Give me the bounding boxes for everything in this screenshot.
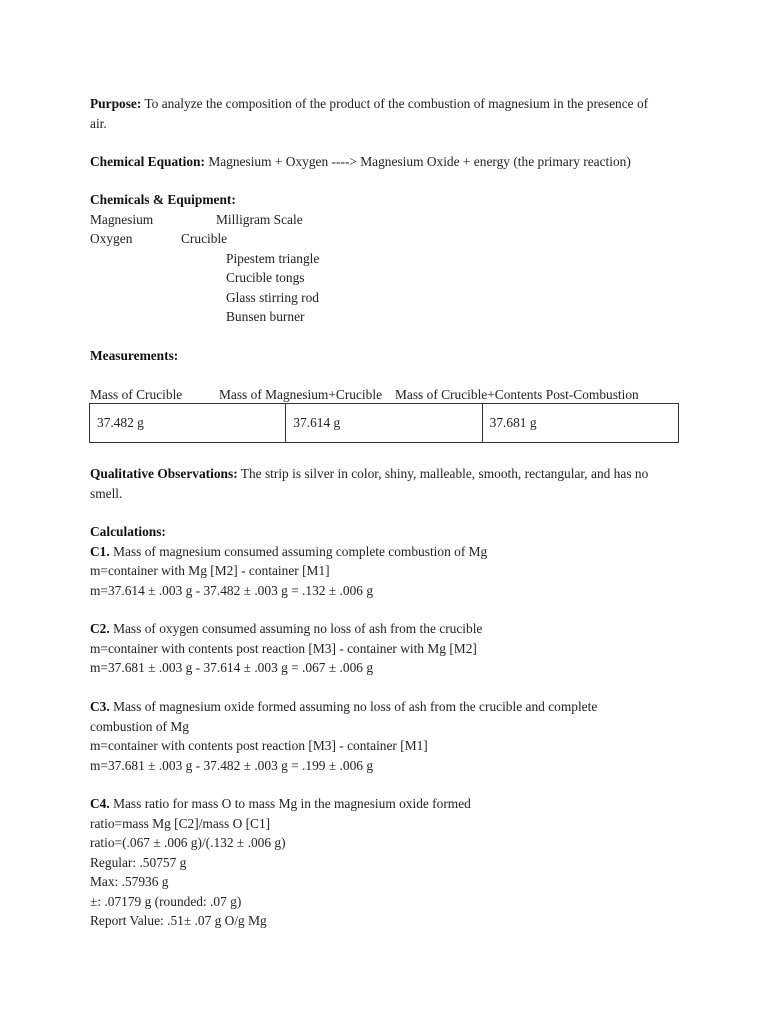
- equipment-item: Crucible: [181, 231, 228, 246]
- observations-text-cont: smell.: [90, 485, 123, 501]
- c3-title: Mass of magnesium oxide formed assuming no loss of ash from the crucible and complete: [113, 699, 598, 714]
- c2-line: m=37.681 ± .003 g - 37.614 ± .003 g = .067 ± .006 g: [90, 660, 374, 675]
- c4-line: Report Value: .51± .07 g O/g Mg: [90, 913, 267, 928]
- c4-line: ratio=mass Mg [C2]/mass O [C1]: [90, 815, 271, 831]
- table-cell: 37.681 g: [482, 404, 678, 443]
- equation-label: Chemical Equation:: [90, 154, 205, 169]
- observations-section: [90, 464, 680, 503]
- c1-title: Mass of magnesium consumed assuming complete combustion of Mg: [113, 543, 488, 559]
- measurements-table: [89, 403, 679, 443]
- equipment-item: Pipestem triangle: [226, 251, 320, 266]
- table-cell: 37.482 g: [90, 404, 286, 443]
- c3-section: [90, 697, 680, 775]
- calculations-label: Calculations:: [90, 524, 166, 539]
- observations-text: The strip is silver in color, shiny, malleable, smooth, rectangular, and has no: [240, 466, 649, 481]
- c1-line: m=container with Mg [M2] - container [M1]: [90, 563, 330, 578]
- c2-line: m=container with contents post reaction [M3] - container with Mg [M2]: [90, 640, 477, 656]
- calculations-section: [90, 522, 680, 600]
- c2-title: Mass of oxygen consumed assuming no loss of ash from the crucible: [113, 621, 483, 636]
- purpose-text: To analyze the composition of the product of the combustion of magnesium in the presence of: [144, 96, 649, 111]
- c3-line: m=37.681 ± .003 g - 37.482 ± .003 g = .199 ± .006 g: [90, 757, 374, 773]
- purpose-text-cont: air.: [90, 115, 107, 131]
- purpose-label: Purpose:: [90, 96, 142, 111]
- chemical-item: Oxygen: [90, 231, 133, 246]
- c4-title: Mass ratio for mass O to mass Mg in the magnesium oxide formed: [113, 796, 471, 811]
- equation-text: Magnesium + Oxygen ----> Magnesium Oxide + energy (the primary reaction): [208, 154, 631, 169]
- measurement-header: Mass of Magnesium+Crucible: [219, 387, 383, 402]
- c4-label: C4.: [90, 796, 110, 811]
- equipment-item: Milligram Scale: [216, 212, 303, 227]
- c4-line: Regular: .50757 g: [90, 854, 187, 870]
- c2-section: [90, 619, 680, 678]
- measurement-header: Mass of Crucible: [90, 387, 183, 402]
- c3-line: m=container with contents post reaction [M3] - container [M1]: [90, 738, 428, 753]
- c3-label: C3.: [90, 699, 110, 714]
- equation-section: [90, 152, 680, 172]
- c4-line: ±: .07179 g (rounded: .07 g): [90, 893, 242, 909]
- equipment-item: Glass stirring rod: [226, 290, 319, 305]
- c4-section: [90, 794, 680, 931]
- c2-label: C2.: [90, 621, 110, 636]
- c1-line: m=37.614 ± .003 g - 37.482 ± .003 g = .132 ± .006 g: [90, 582, 374, 598]
- table-row: [90, 404, 679, 443]
- c1-label: C1.: [90, 543, 110, 559]
- chemical-item: Magnesium: [90, 212, 154, 227]
- chemicals-label: Chemicals & Equipment:: [90, 192, 236, 207]
- observations-label: Qualitative Observations:: [90, 466, 238, 481]
- c3-line: combustion of Mg: [90, 718, 189, 734]
- equipment-item: Bunsen burner: [226, 309, 305, 324]
- table-cell: 37.614 g: [286, 404, 482, 443]
- purpose-section: [90, 94, 680, 133]
- c4-line: Max: .57936 g: [90, 874, 169, 889]
- equipment-item: Crucible tongs: [226, 270, 305, 285]
- measurement-header: Mass of Crucible+Contents Post-Combustion: [395, 387, 639, 402]
- measurements-label: Measurements:: [90, 348, 179, 363]
- c4-line: ratio=(.067 ± .006 g)/(.132 ± .006 g): [90, 835, 286, 850]
